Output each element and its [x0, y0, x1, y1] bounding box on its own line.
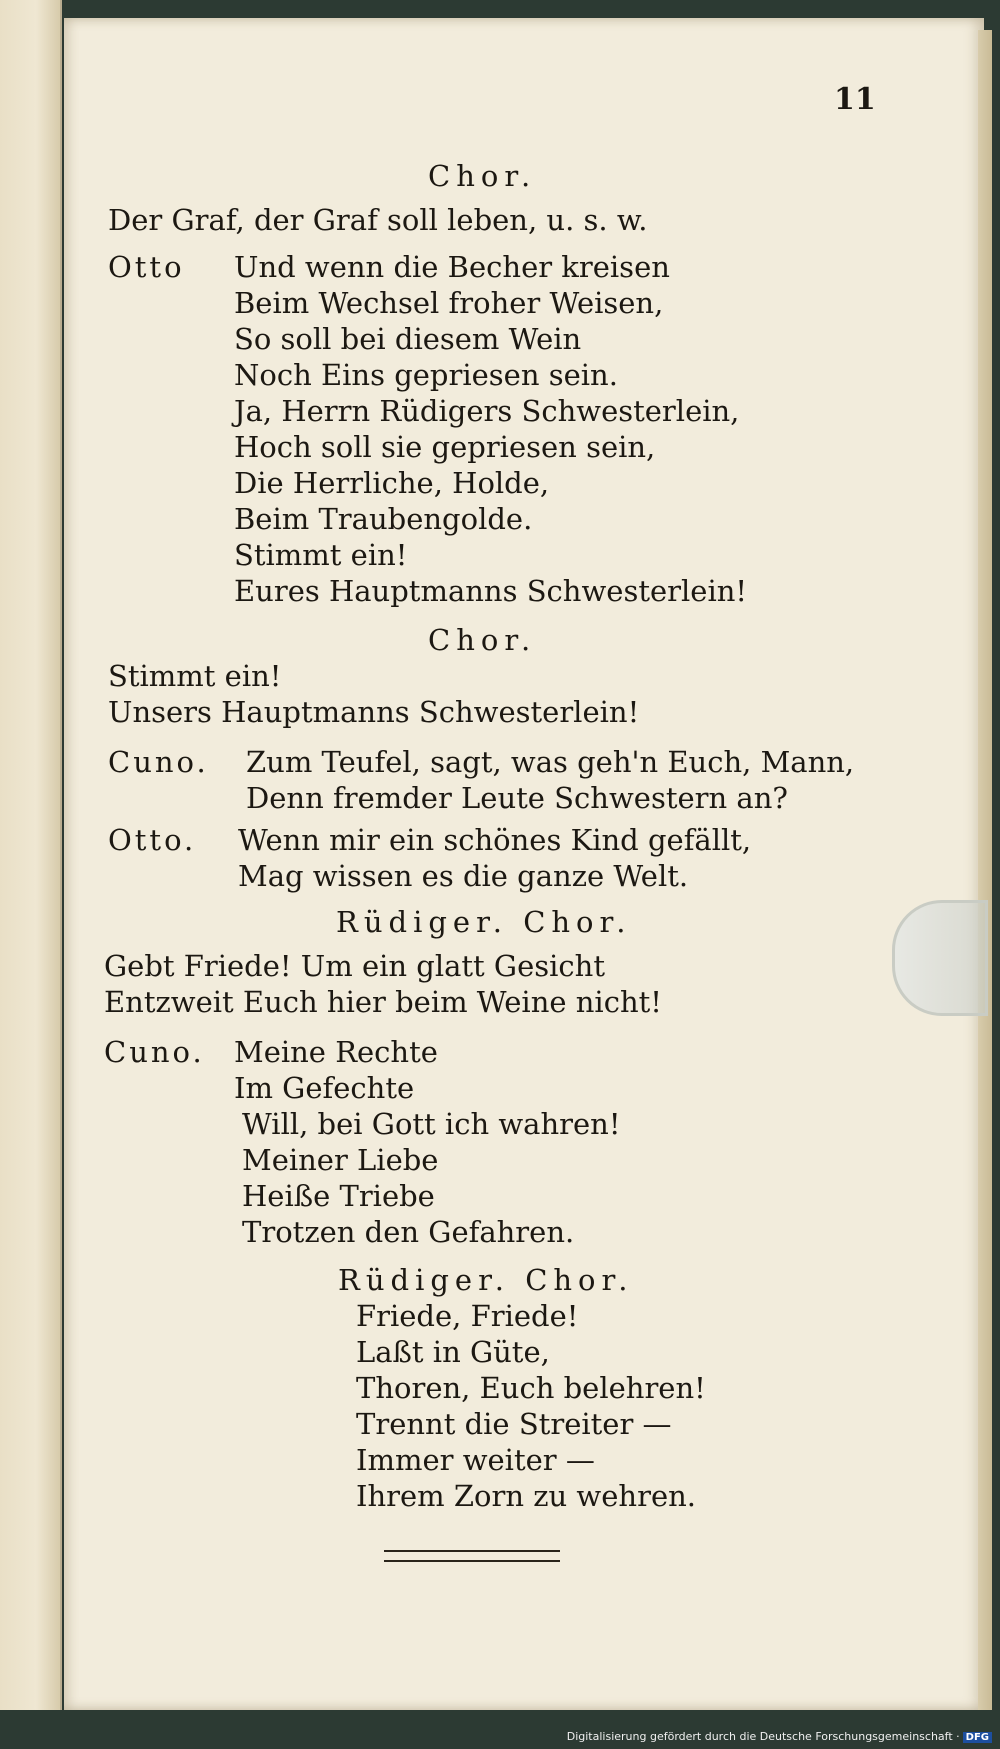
verse-line: Trotzen den Gefahren.: [242, 1215, 575, 1249]
digitization-credit: [567, 1730, 992, 1743]
speaker-label-cuno: Cuno.: [104, 1035, 205, 1069]
verse-line: Eures Hauptmanns Schwesterlein!: [234, 574, 748, 608]
verse-line: Unsers Hauptmanns Schwesterlein!: [108, 695, 640, 729]
page-stack-edge: [978, 30, 992, 1710]
verse-line: Stimmt ein!: [234, 538, 408, 572]
verse-line: Stimmt ein!: [108, 659, 282, 693]
speaker-heading-ruediger-chor: Rüdiger. Chor.: [336, 905, 632, 939]
verse-line: Zum Teufel, sagt, was geh'n Euch, Mann,: [246, 745, 855, 779]
verse-line: Und wenn die Becher kreisen: [234, 250, 670, 284]
verse-line: Hoch soll sie gepriesen sein,: [234, 430, 656, 464]
verse-line: Die Herrliche, Holde,: [234, 466, 550, 500]
verse-line: Beim Traubengolde.: [234, 502, 533, 536]
verse-line: Friede, Friede!: [356, 1299, 579, 1333]
speaker-heading-chor: Chor.: [428, 623, 537, 657]
verse-line: Mag wissen es die ganze Welt.: [238, 859, 689, 893]
verse-line: Meine Rechte: [234, 1035, 438, 1069]
left-page-edge: [0, 0, 62, 1710]
verse-line: Denn fremder Leute Schwestern an?: [246, 781, 788, 815]
verse-line: Meiner Liebe: [242, 1143, 439, 1177]
page-clip: [892, 900, 988, 1016]
verse-line: Gebt Friede! Um ein glatt Gesicht: [104, 949, 605, 983]
verse-line: Trennt die Streiter —: [356, 1407, 672, 1441]
verse-line: Will, bei Gott ich wahren!: [242, 1107, 621, 1141]
verse-line: Der Graf, der Graf soll leben, u. s. w.: [108, 203, 648, 237]
verse-line: Beim Wechsel froher Weisen,: [234, 286, 664, 320]
verse-line: Ihrem Zorn zu wehren.: [356, 1479, 696, 1513]
verse-line: Laßt in Güte,: [356, 1335, 550, 1369]
end-double-rule: [384, 1550, 560, 1562]
verse-line: Im Gefechte: [234, 1071, 415, 1105]
verse-line: Entzweit Euch hier beim Weine nicht!: [104, 985, 662, 1019]
speaker-label-cuno: Cuno.: [108, 745, 209, 779]
speaker-label-otto: Otto.: [108, 823, 197, 857]
verse-line: Noch Eins gepriesen sein.: [234, 358, 618, 392]
verse-line: Thoren, Euch belehren!: [356, 1371, 706, 1405]
verse-line: Heiße Triebe: [242, 1179, 435, 1213]
speaker-label-otto: Otto: [108, 250, 185, 284]
page-number: 11: [834, 82, 876, 117]
verse-line: Ja, Herrn Rüdigers Schwesterlein,: [234, 394, 740, 428]
verse-line: Wenn mir ein schönes Kind gefällt,: [238, 823, 752, 857]
speaker-heading-ruediger-chor: Rüdiger. Chor.: [338, 1263, 634, 1297]
speaker-heading-chor: Chor.: [428, 159, 537, 193]
dfg-logo: DFG: [963, 1732, 992, 1743]
verse-line: Immer weiter —: [356, 1443, 595, 1477]
verse-line: So soll bei diesem Wein: [234, 322, 582, 356]
credit-text: Digitalisierung gefördert durch die Deutsche Forschungsgemeinschaft ·: [566, 1730, 960, 1743]
